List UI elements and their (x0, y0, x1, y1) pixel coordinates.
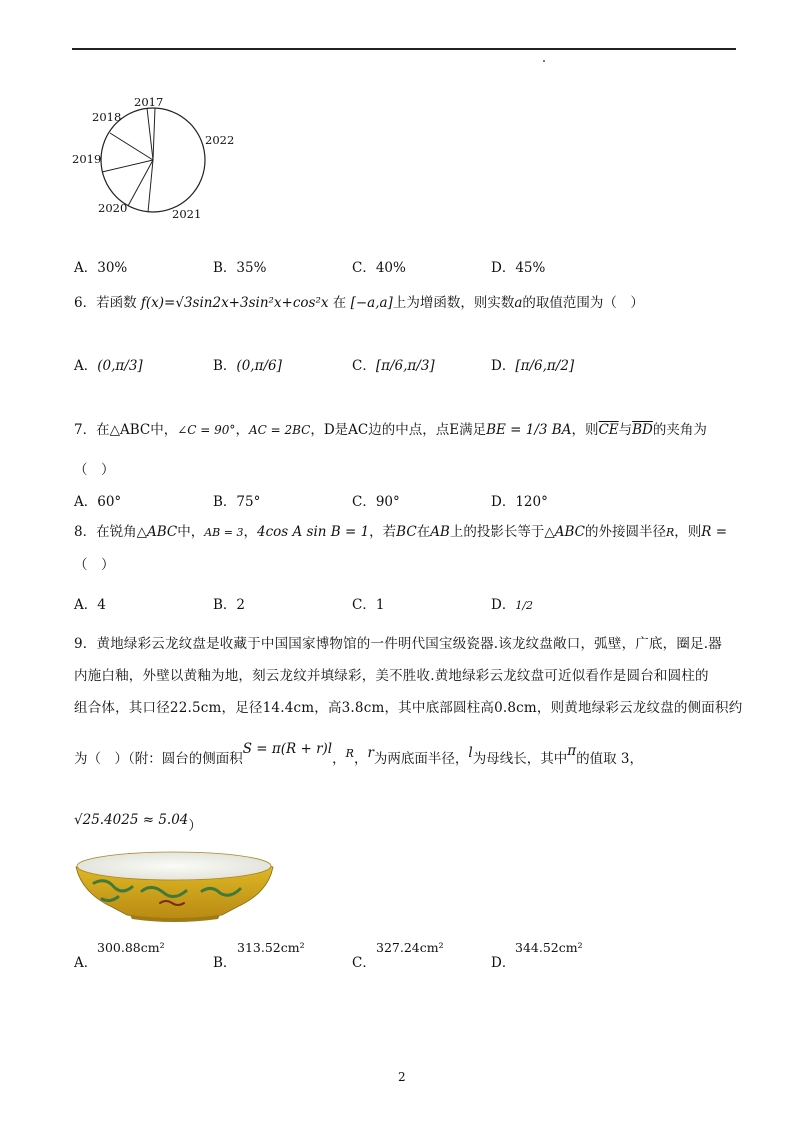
pie-divider (147, 108, 153, 160)
pie-label-2021: 2021 (172, 207, 202, 221)
q9-line-1: 9．黄地绿彩云龙纹盘是收藏于中国国家博物馆的一件明代国宝级瓷器.该龙纹盘敞口，弧壁，广底，圈足.器 (74, 636, 722, 652)
q9-sqrt: √25.4025 ≈ 5.04 (74, 812, 189, 828)
q7-option-d: D．120° (491, 494, 548, 510)
q7-text-and: 与 (618, 422, 633, 438)
q7-sep: ， (310, 422, 324, 438)
q8-text: 中， (177, 524, 205, 540)
q9-option-d-label: D． (491, 955, 516, 971)
q9-line-4 (74, 741, 643, 767)
q8-option-b: B．2 (213, 597, 246, 613)
q6-suffix-2: 的取值范围为（ ） (522, 295, 644, 311)
q8-option-c: C．1 (352, 597, 385, 613)
q8-text: ， (243, 524, 257, 540)
q8-option-a: A．4 (74, 597, 106, 613)
header-rule (72, 48, 736, 50)
q9-option-a-label: A． (74, 955, 98, 971)
q9-r: r (367, 745, 374, 761)
pie-divider (102, 160, 153, 172)
q7-cond3: BE = 1/3 BA (486, 422, 572, 438)
pie-label-2020: 2020 (98, 201, 128, 215)
q5-option-b: B．35% (213, 260, 267, 276)
q8-triangle: △ABC (136, 524, 178, 540)
q7-text-d: D是AC边的中点，点E满足 (323, 422, 487, 438)
q8-text: ，则 (674, 524, 702, 540)
q8-text: 在 (416, 524, 431, 540)
dragon-dish-image (72, 845, 277, 925)
q9-text: ， (332, 751, 346, 767)
q6-option-a: A．(0,π/3] (74, 358, 143, 374)
q8-stem (74, 520, 727, 540)
q9-pi: π (567, 743, 577, 759)
pie-label-2018: 2018 (92, 110, 122, 124)
pie-label-2019: 2019 (72, 152, 102, 166)
q6-mid: 在 (332, 295, 347, 311)
q9-option-c-text: 327.24cm² (376, 940, 444, 955)
pie-divider (110, 133, 153, 160)
q8-ab: AB = 3 (204, 526, 244, 539)
q9-text: 的值取 3， (576, 751, 643, 767)
q9-sqrt-line (74, 808, 202, 834)
page-number: 2 (398, 1070, 406, 1084)
header-dot (543, 60, 545, 62)
q8-text: ，若 (369, 524, 397, 540)
q9-text: ， (353, 751, 368, 767)
q9-l: l (468, 745, 473, 761)
q6-option-c: C．[π/6,π/3] (352, 358, 435, 374)
q6-formula: f(x)=√3sin2x+3sin²x+cos²x (140, 295, 329, 311)
q7-prefix: 7．在△ABC中， (74, 422, 178, 438)
q7-stem (74, 418, 707, 438)
q7-cond1: ∠C = 90° (177, 423, 236, 437)
pie-divider (153, 108, 155, 160)
q8-r-eq: R = (701, 524, 728, 540)
q5-option-c: C．40% (352, 260, 406, 276)
q9-text: 为（ ）（附：圆台的侧面积 (74, 751, 243, 767)
q7-text-then: ，则 (571, 422, 599, 438)
q8-paren: （ ） (74, 557, 115, 573)
q9-close: ） (188, 818, 202, 834)
q7-option-a: A．60° (74, 494, 122, 510)
q7-vec-bd: $\overline{BD}$ (632, 422, 653, 438)
q7-cond2: AC = 2BC (248, 423, 311, 437)
q8-prefix: 8．在锐角 (74, 524, 137, 540)
q5-option-a: A．30% (74, 260, 128, 276)
q8-bc: BC (396, 524, 417, 540)
q9-formula: S = π(R + r)l (242, 741, 333, 757)
q7-option-b: B．75° (213, 494, 261, 510)
q9-text: 为两底面半径， (373, 751, 469, 767)
q8-option-d: D．1/2 (491, 597, 534, 613)
q5-option-d: D．45% (491, 260, 546, 276)
q8-cond: 4cos A sin B = 1 (256, 524, 370, 540)
q7-vec-ce: $\overline{CE}$ (598, 422, 619, 438)
q8-text: 上的投影长等于 (449, 524, 545, 540)
q6-stem (74, 291, 644, 311)
q7-sep: ， (235, 422, 249, 438)
q7-text-end: 的夹角为 (652, 422, 707, 438)
pie-label-2017: 2017 (134, 95, 164, 109)
q6-option-d: D．[π/6,π/2] (491, 358, 575, 374)
q9-text: 为母线长，其中 (472, 751, 568, 767)
q9-R: R (345, 747, 354, 760)
q9-option-a-text: 300.88cm² (97, 940, 165, 955)
pie-label-2022: 2022 (205, 133, 235, 147)
q9-line-2: 内施白釉，外壁以黄釉为地，刻云龙纹并填绿彩，美不胜收.黄地绿彩云龙纹盘可近似看作是圆台和圆柱的 (74, 668, 709, 684)
q8-triangle2: △ABC (544, 524, 585, 540)
q6-prefix: 6．若函数 (74, 295, 137, 311)
q7-option-c: C．90° (352, 494, 400, 510)
q7-paren: （ ） (74, 462, 115, 478)
q9-option-c-label: C． (352, 955, 376, 971)
q6-interval: [−a,a] (350, 295, 393, 311)
q9-line-3: 组合体，其口径22.5cm，足径14.4cm，高3.8cm，其中底部圆柱高0.8cm，则黄地绿彩云龙纹盘的侧面积约 (74, 700, 743, 716)
q8-text: 的外接圆半径 (585, 524, 666, 540)
q8-ab2: AB (430, 524, 450, 540)
q9-option-b-text: 313.52cm² (237, 940, 305, 955)
q6-var-a: a (514, 295, 523, 311)
q9-option-d-text: 344.52cm² (515, 940, 583, 955)
q6-option-b: B．(0,π/6] (213, 358, 282, 374)
q9-option-b-label: B． (213, 955, 237, 971)
q8-r: R (666, 526, 675, 539)
q6-suffix-1: 上为增函数，则实数 (392, 295, 515, 311)
